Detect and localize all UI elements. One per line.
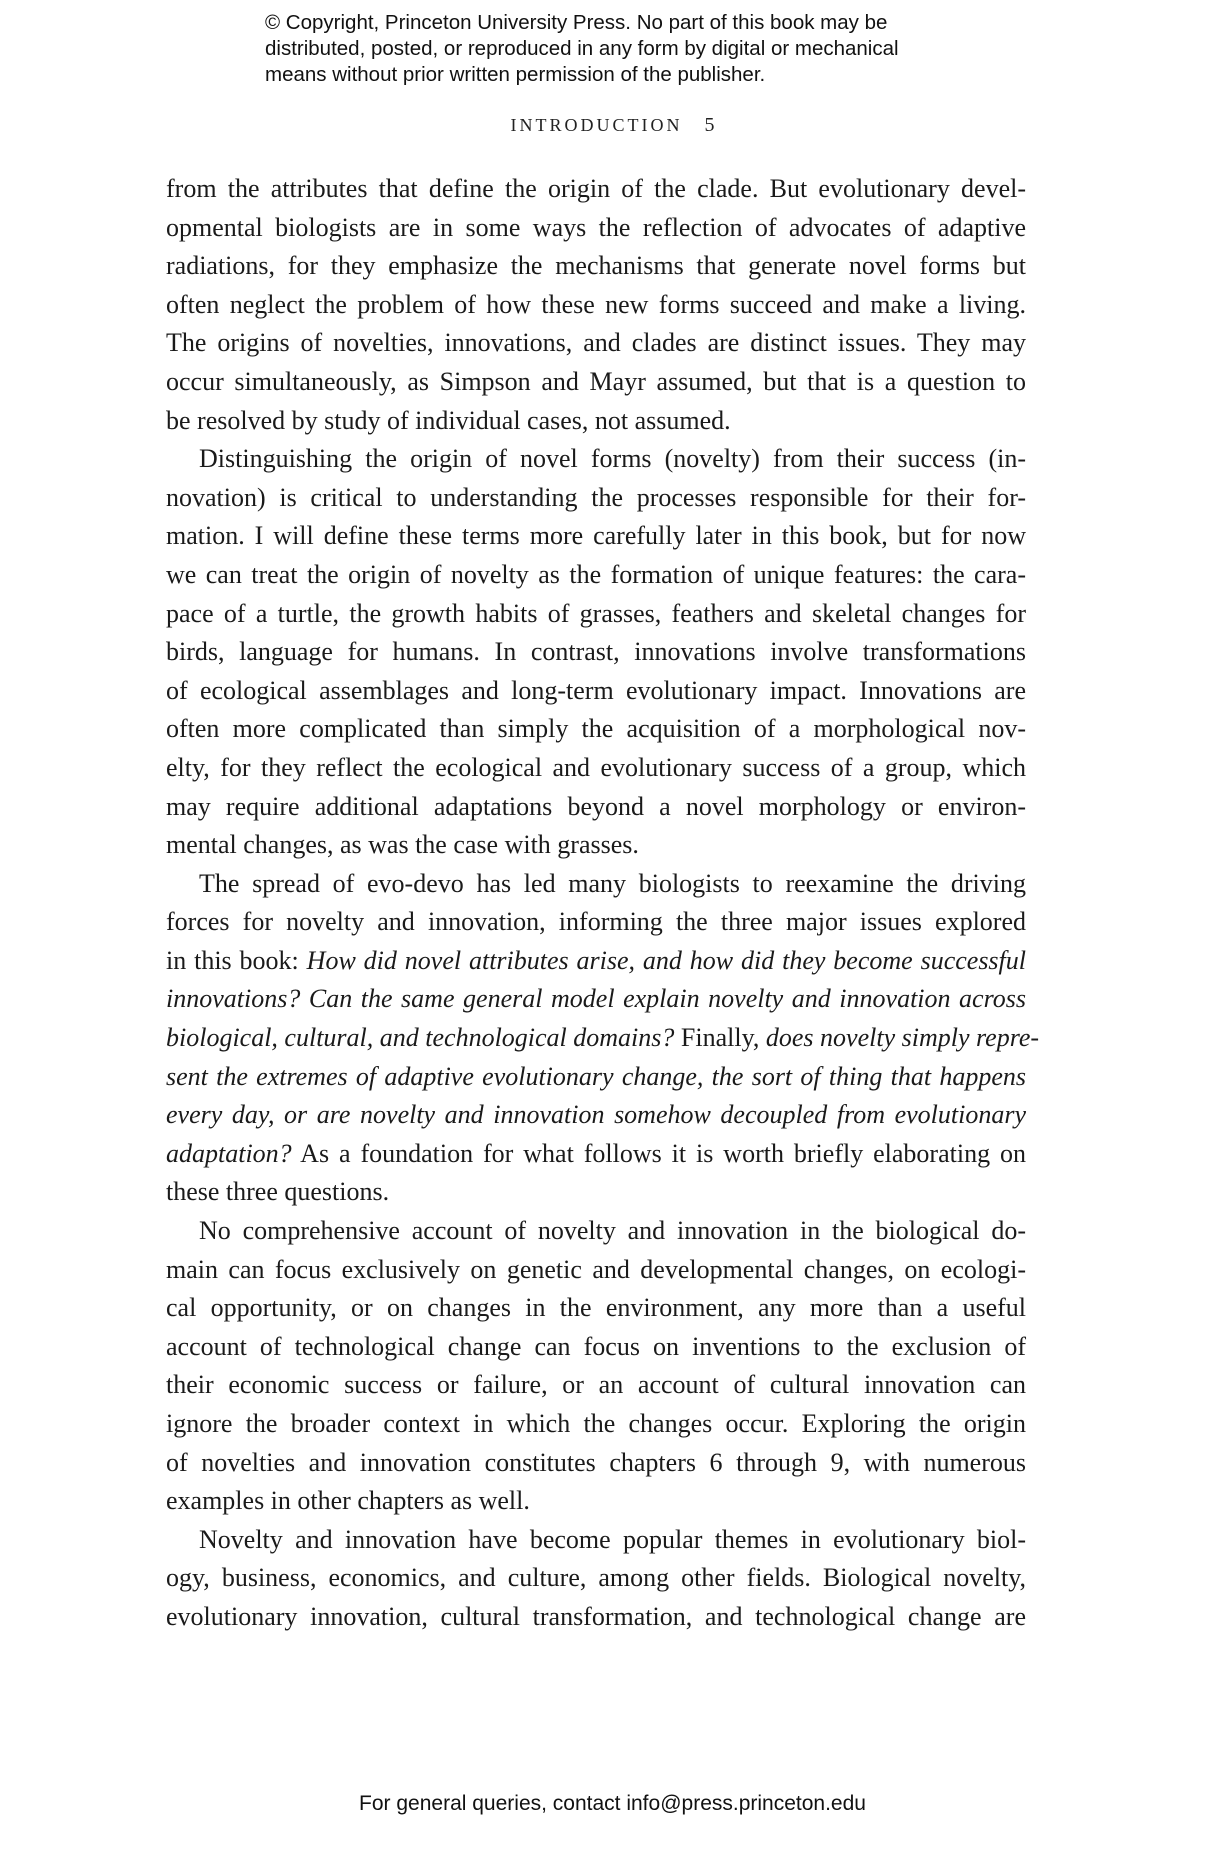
text-line: opmental biologists are in some ways the reflection of advocates of adaptive: [166, 212, 1026, 242]
text-line: mation. I will define these terms more carefully later in this book, but for now: [166, 521, 1026, 551]
copyright-line: distributed, posted, or reproduced in any form by digital or mechanical: [265, 37, 899, 60]
italic-text: How did novel attributes arise, and how did they become successful: [306, 945, 1026, 975]
paragraph: [166, 170, 1026, 440]
text-line: mental changes, as was the case with grasses.: [166, 830, 639, 860]
text-line: account of technological change can focus on inventions to the exclusion of: [166, 1331, 1026, 1361]
text-line: [166, 1135, 1026, 1174]
text-line: may require additional adaptations beyond a novel morphology or environ-: [166, 791, 1026, 821]
text-line: examples in other chapters as well.: [166, 1486, 530, 1516]
text-line: birds, language for humans. In contrast, innovations involve transformations: [166, 637, 1026, 667]
text-line: radiations, for they emphasize the mechanisms that generate novel forms but: [166, 251, 1026, 281]
italic-text: every day, or are novelty and innovation somehow decoupled from evolutionary: [166, 1100, 1026, 1130]
italic-text: does novelty simply repre-: [765, 1023, 1040, 1053]
text-line: ignore the broader context in which the changes occur. Exploring the origin: [166, 1409, 1026, 1438]
paragraph: [166, 1521, 1026, 1637]
text-line: The origins of novelties, innovations, and clades are distinct issues. They may: [166, 328, 1026, 358]
text-run: in this book:: [166, 945, 307, 975]
text-line: their economic success or failure, or an account of cultural innovation can: [166, 1370, 1026, 1400]
text-line: of novelties and innovation constitutes chapters 6 through 9, with numerous: [166, 1447, 1026, 1477]
italic-text: innovations? Can the same general model explain novelty and innovation across: [166, 984, 1026, 1014]
paragraph: [166, 440, 1026, 865]
text-line: Novelty and innovation have become popular themes in evolutionary biol-: [199, 1524, 1026, 1554]
text-line: pace of a turtle, the growth habits of grasses, feathers and skeletal changes for: [166, 598, 1026, 628]
chapter-title: INTRODUCTION: [510, 115, 683, 135]
text-line: of ecological assemblages and long-term evolutionary impact. Innovations are: [166, 675, 1026, 705]
text-line: ogy, business, economics, and culture, among other fields. Biological novelty,: [166, 1563, 1026, 1593]
text-line: [166, 1058, 1026, 1097]
text-line: often more complicated than simply the acquisition of a morphological nov-: [166, 714, 1026, 744]
page-body: [166, 170, 1040, 1637]
footer-contact: For general queries, contact info@press.princeton.edu: [359, 1792, 866, 1815]
copyright-notice: [265, 10, 1025, 88]
text-line: [166, 1019, 1040, 1058]
text-run: Finally,: [674, 1023, 766, 1053]
text-line: occur simultaneously, as Simpson and Mayr assumed, but that is a question to: [166, 366, 1026, 396]
copyright-line: © Copyright, Princeton University Press. No part of this book may be: [265, 11, 888, 34]
paragraph: [166, 1212, 1026, 1521]
text-line: these three questions.: [166, 1177, 390, 1207]
text-line: evolutionary innovation, cultural transformation, and technological change are: [166, 1601, 1026, 1631]
text-line: [166, 980, 1026, 1019]
text-line: novation) is critical to understanding the processes responsible for their for-: [166, 482, 1026, 512]
text-line: elty, for they reflect the ecological and evolutionary success of a group, which: [166, 752, 1026, 782]
paragraph: [166, 865, 1040, 1212]
text-line: [166, 1096, 1026, 1135]
text-line: forces for novelty and innovation, informing the three major issues explored: [166, 907, 1026, 937]
text-run: As a foundation for what follows it is worth briefly elaborating on: [291, 1138, 1026, 1168]
italic-text: sent the extremes of adaptive evolutionary change, the sort of thing that happens: [166, 1061, 1026, 1091]
text-line: cal opportunity, or on changes in the environment, any more than a useful: [166, 1293, 1026, 1323]
text-line: often neglect the problem of how these new forms succeed and make a living.: [166, 289, 1026, 319]
text-line: Distinguishing the origin of novel forms (novelty) from their success (in-: [199, 444, 1026, 474]
text-line: No comprehensive account of novelty and innovation in the biological do-: [199, 1216, 1026, 1246]
running-head: [0, 114, 1225, 137]
text-line: from the attributes that define the origin of the clade. But evolutionary devel-: [166, 174, 1026, 203]
page-number: 5: [704, 114, 715, 136]
text-line: we can treat the origin of novelty as the formation of unique features: the cara-: [166, 559, 1026, 589]
text-line: main can focus exclusively on genetic and developmental changes, on ecologi-: [166, 1254, 1026, 1284]
text-line: [166, 942, 1026, 981]
italic-text: biological, cultural, and technological domains?: [166, 1023, 675, 1053]
italic-text: adaptation?: [166, 1138, 292, 1168]
text-line: The spread of evo-devo has led many biologists to reexamine the driving: [199, 868, 1026, 898]
text-line: be resolved by study of individual cases, not assumed.: [166, 405, 731, 435]
copyright-line: means without prior written permission of the publisher.: [265, 63, 766, 86]
